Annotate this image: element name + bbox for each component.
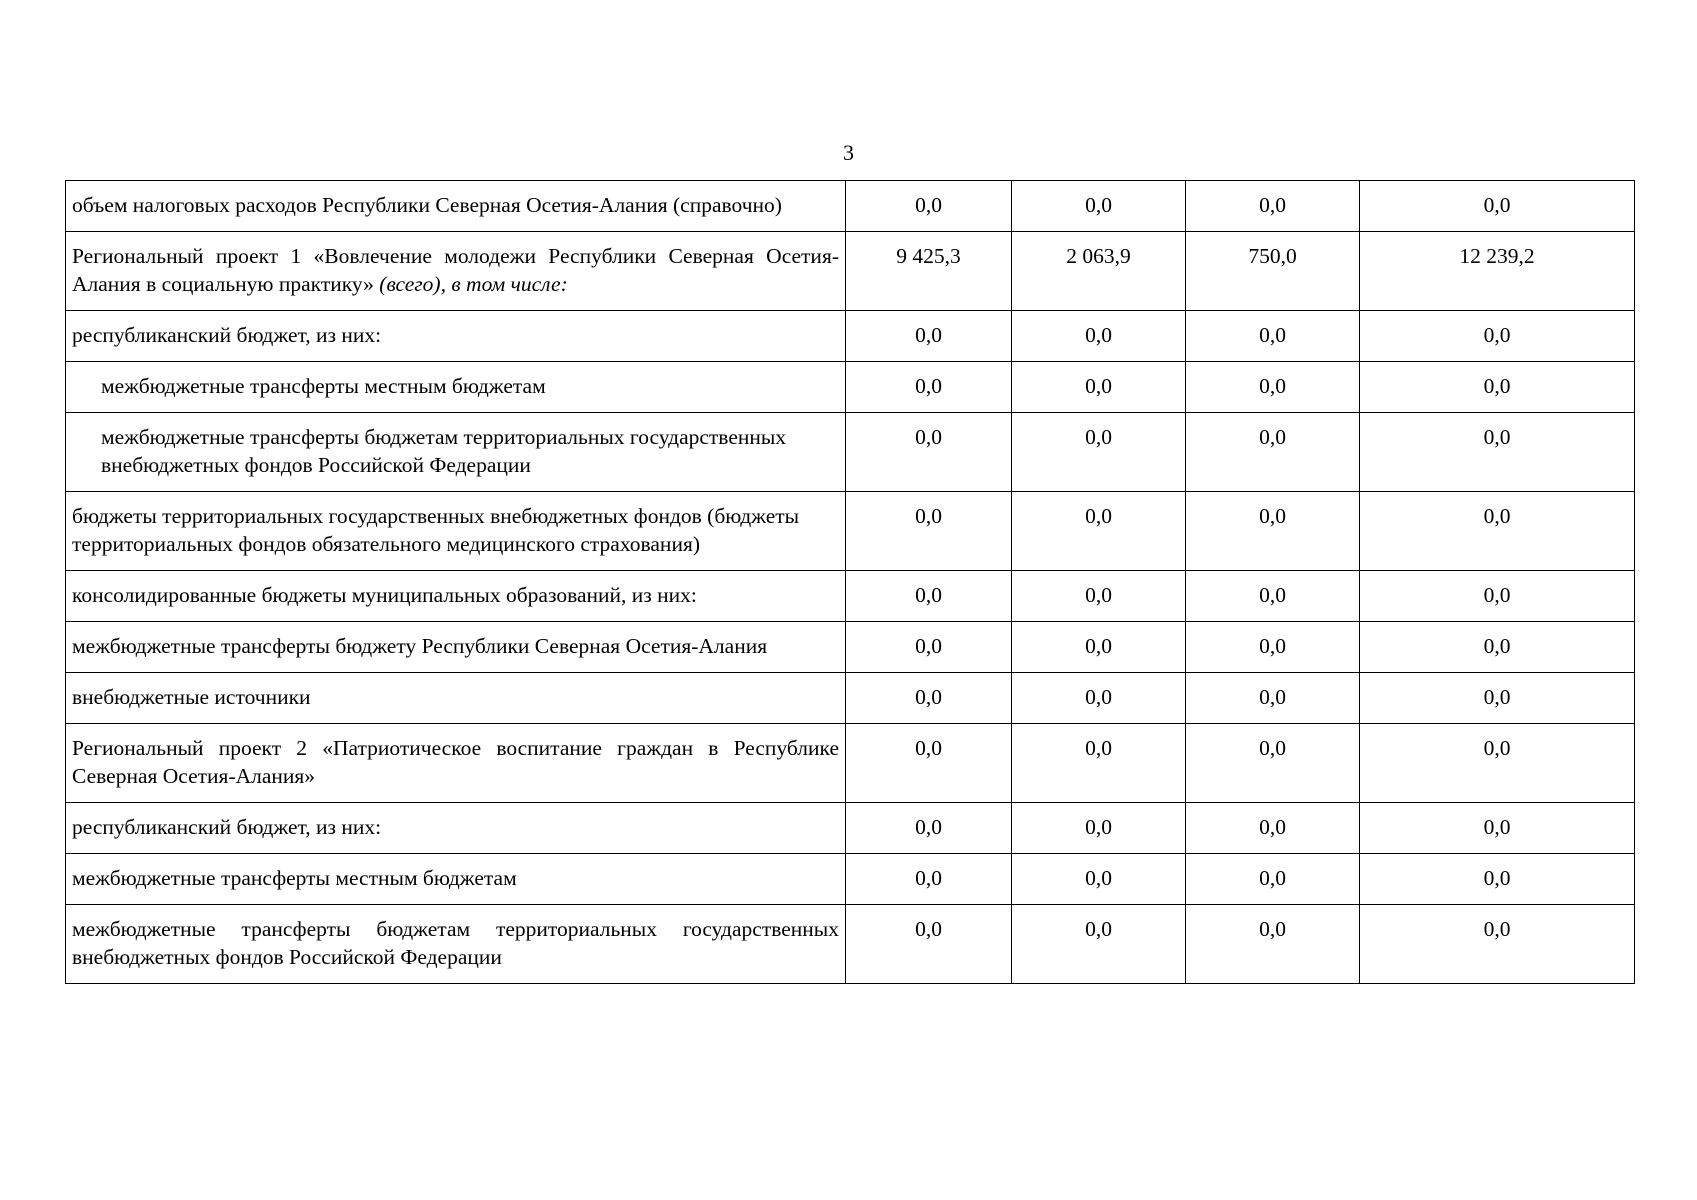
value-cell: 0,0: [1186, 362, 1360, 413]
value-cell: 0,0: [1360, 803, 1635, 854]
row-label: внебюджетные источники: [66, 673, 846, 724]
row-label: Региональный проект 2 «Патриотическое воспитание граждан в Республике Северная Осетия-Алания»: [66, 724, 846, 803]
value-cell: 0,0: [1186, 724, 1360, 803]
value-cell: 0,0: [1012, 571, 1186, 622]
value-cell: 0,0: [1012, 673, 1186, 724]
row-label: [66, 232, 846, 311]
value-cell: 0,0: [1360, 492, 1635, 571]
table-row: [66, 492, 1635, 571]
value-cell: 0,0: [846, 905, 1012, 984]
row-label: республиканский бюджет, из них:: [66, 803, 846, 854]
value-cell: 0,0: [1012, 311, 1186, 362]
value-cell: 0,0: [1186, 622, 1360, 673]
value-cell: 0,0: [1360, 362, 1635, 413]
value-cell: 9 425,3: [846, 232, 1012, 311]
row-label-emphasis: (всего), в том числе:: [373, 272, 568, 296]
value-cell: 0,0: [846, 673, 1012, 724]
budget-table: [65, 180, 1635, 984]
table-row: [66, 413, 1635, 492]
value-cell: 0,0: [1186, 803, 1360, 854]
value-cell: 0,0: [1186, 413, 1360, 492]
row-label: межбюджетные трансферты бюджетам территориальных государственных внебюджетных фондов Российской Федерации: [66, 413, 846, 492]
value-cell: 0,0: [846, 413, 1012, 492]
value-cell: 0,0: [1360, 854, 1635, 905]
value-cell: 0,0: [846, 181, 1012, 232]
value-cell: 0,0: [1012, 803, 1186, 854]
value-cell: 12 239,2: [1360, 232, 1635, 311]
row-label: бюджеты территориальных государственных внебюджетных фондов (бюджеты территориальных фондов обязательного медицинского страхования): [66, 492, 846, 571]
table-row: [66, 905, 1635, 984]
value-cell: 0,0: [1186, 905, 1360, 984]
table-row: [66, 181, 1635, 232]
value-cell: 0,0: [1012, 854, 1186, 905]
value-cell: 0,0: [1186, 571, 1360, 622]
value-cell: 0,0: [1012, 905, 1186, 984]
value-cell: 2 063,9: [1012, 232, 1186, 311]
value-cell: 0,0: [846, 803, 1012, 854]
row-label: объем налоговых расходов Республики Северная Осетия-Алания (справочно): [66, 181, 846, 232]
table-row: [66, 571, 1635, 622]
table-row: [66, 622, 1635, 673]
table-row: [66, 724, 1635, 803]
value-cell: 0,0: [846, 311, 1012, 362]
value-cell: 0,0: [846, 622, 1012, 673]
value-cell: 0,0: [1186, 673, 1360, 724]
row-label: межбюджетные трансферты бюджету Республики Северная Осетия-Алания: [66, 622, 846, 673]
table-row: [66, 673, 1635, 724]
row-label: межбюджетные трансферты местным бюджетам: [66, 362, 846, 413]
value-cell: 0,0: [1186, 854, 1360, 905]
row-label: межбюджетные трансферты местным бюджетам: [66, 854, 846, 905]
value-cell: 0,0: [1360, 905, 1635, 984]
value-cell: 0,0: [1012, 181, 1186, 232]
value-cell: 0,0: [1360, 571, 1635, 622]
value-cell: 0,0: [846, 362, 1012, 413]
value-cell: 0,0: [846, 492, 1012, 571]
table-row: [66, 854, 1635, 905]
value-cell: 0,0: [1360, 724, 1635, 803]
row-label-text: Региональный проект 1 «Вовлечение молодежи Республики Северная Осетия-Алания в социальную практику»: [72, 244, 839, 296]
value-cell: 0,0: [1360, 311, 1635, 362]
value-cell: 0,0: [1012, 622, 1186, 673]
value-cell: 0,0: [846, 724, 1012, 803]
value-cell: 0,0: [1012, 492, 1186, 571]
value-cell: 0,0: [846, 854, 1012, 905]
value-cell: 0,0: [1012, 413, 1186, 492]
value-cell: 0,0: [1186, 311, 1360, 362]
row-label: консолидированные бюджеты муниципальных образований, из них:: [66, 571, 846, 622]
table-row: [66, 803, 1635, 854]
page-number: 3: [843, 140, 854, 165]
value-cell: 0,0: [1012, 362, 1186, 413]
value-cell: 750,0: [1186, 232, 1360, 311]
table-row: [66, 232, 1635, 311]
table-row: [66, 311, 1635, 362]
table-row: [66, 362, 1635, 413]
value-cell: 0,0: [1186, 492, 1360, 571]
value-cell: 0,0: [1360, 673, 1635, 724]
row-label: республиканский бюджет, из них:: [66, 311, 846, 362]
value-cell: 0,0: [1360, 181, 1635, 232]
value-cell: 0,0: [1186, 181, 1360, 232]
value-cell: 0,0: [1360, 622, 1635, 673]
value-cell: 0,0: [846, 571, 1012, 622]
value-cell: 0,0: [1012, 724, 1186, 803]
row-label: межбюджетные трансферты бюджетам территориальных государственных внебюджетных фондов Российской Федерации: [66, 905, 846, 984]
value-cell: 0,0: [1360, 413, 1635, 492]
